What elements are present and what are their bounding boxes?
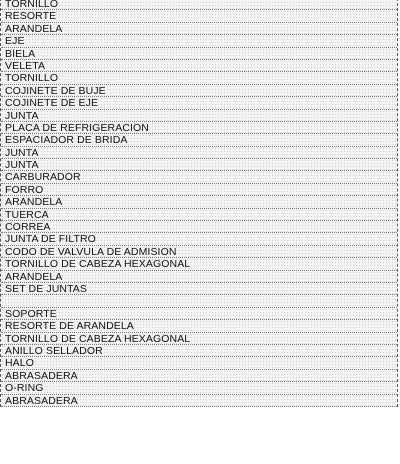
part-row: JUNTA — [1, 147, 397, 159]
part-row: COJINETE DE BUJE — [1, 85, 397, 97]
part-row: HALO — [1, 357, 397, 369]
part-row: CARBURADOR — [1, 171, 397, 183]
part-row: EJE — [1, 35, 397, 47]
part-row: JUNTA — [1, 110, 397, 122]
part-row: ABRASADERA — [1, 370, 397, 382]
part-row: ABRASADERA — [1, 395, 397, 407]
part-row: ARANDELA — [1, 196, 397, 208]
part-row: O-RING — [1, 382, 397, 394]
part-row: ARANDELA — [1, 23, 397, 35]
part-row: VELETA — [1, 60, 397, 72]
part-row: SOPORTE — [1, 308, 397, 320]
part-row — [1, 295, 397, 307]
part-row: TORNILLO — [1, 72, 397, 84]
part-row: TORNILLO DE CABEZA HEXAGONAL — [1, 258, 397, 270]
part-row: BIELA — [1, 48, 397, 60]
part-row: TORNILLO — [1, 0, 397, 10]
part-row: TUERCA — [1, 209, 397, 221]
part-row: JUNTA — [1, 159, 397, 171]
part-row: TORNILLO DE CABEZA HEXAGONAL — [1, 333, 397, 345]
part-row: JUNTA DE FILTRO — [1, 233, 397, 245]
part-row: RESORTE — [1, 10, 397, 22]
part-row: COJINETE DE EJE — [1, 97, 397, 109]
part-row: ANILLO SELLADOR — [1, 345, 397, 357]
part-row: CORREA — [1, 221, 397, 233]
part-row: RESORTE DE ARANDELA — [1, 320, 397, 332]
part-row: ESPACIADOR DE BRIDA — [1, 134, 397, 146]
part-row: PLACA DE REFRIGERACION — [1, 122, 397, 134]
part-row: ARANDELA — [1, 271, 397, 283]
part-row: SET DE JUNTAS — [1, 283, 397, 295]
part-row: CODO DE VALVULA DE ADMISION — [1, 246, 397, 258]
part-row: FORRO — [1, 184, 397, 196]
